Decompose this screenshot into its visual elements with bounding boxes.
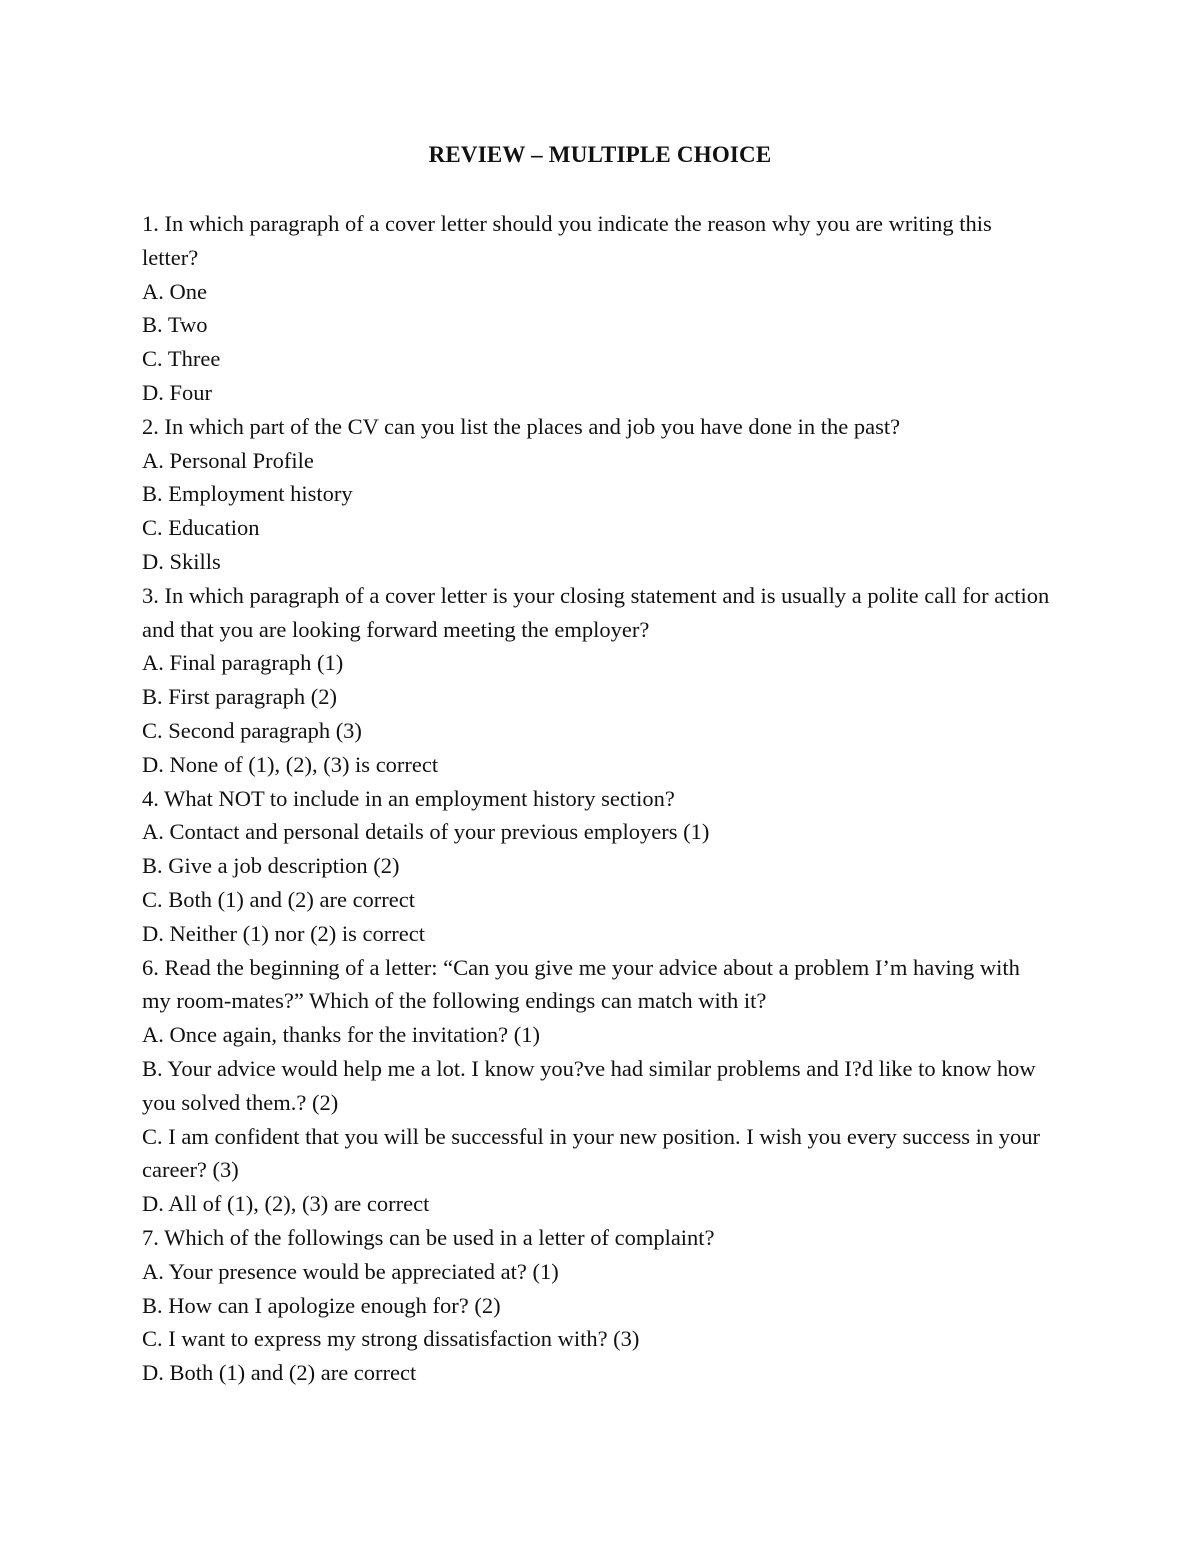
question-text: 4. What NOT to include in an employment history section?	[142, 785, 675, 811]
question-1	[142, 207, 1052, 410]
question-text: 3. In which paragraph of a cover letter is your closing statement and is usually a polite call for action and that you are looking forward meeting the employer?	[142, 582, 1050, 642]
question-7	[142, 1221, 1052, 1390]
answer-option-b: B. Give a job description (2)	[142, 853, 400, 879]
answer-option-a: A. Final paragraph (1)	[142, 650, 344, 676]
question-3	[142, 579, 1052, 782]
answer-option-c: C. Both (1) and (2) are correct	[142, 886, 416, 912]
answer-option-a: A. One	[142, 278, 207, 304]
answer-option-b: B. Your advice would help me a lot. I know you?ve had similar problems and I?d like to know how you solved them.? (2)	[142, 1055, 1036, 1115]
question-text: 2. In which part of the CV can you list the places and job you have done in the past?	[142, 413, 901, 439]
answer-option-b: B. First paragraph (2)	[142, 684, 337, 710]
answer-option-c: C. Three	[142, 346, 221, 372]
answer-option-a: A. Your presence would be appreciated at? (1)	[142, 1258, 559, 1284]
answer-option-a: A. Contact and personal details of your previous employers (1)	[142, 819, 710, 845]
answer-option-d: D. Skills	[142, 548, 221, 574]
question-text: 6. Read the beginning of a letter: “Can you give me your advice about a problem I’m having with my room-mates?” Which of the following endings can match with it?	[142, 954, 1020, 1014]
answer-option-c: C. Education	[142, 515, 260, 541]
answer-option-b: B. Employment history	[142, 481, 353, 507]
answer-option-d: D. Four	[142, 379, 213, 405]
answer-option-c: C. Second paragraph (3)	[142, 717, 362, 743]
answer-option-a: A. Once again, thanks for the invitation? (1)	[142, 1022, 541, 1048]
answer-option-d: D. All of (1), (2), (3) are correct	[142, 1191, 430, 1217]
answer-option-d: D. None of (1), (2), (3) is correct	[142, 751, 439, 777]
answer-option-b: B. Two	[142, 312, 208, 338]
question-text: 7. Which of the followings can be used in a letter of complaint?	[142, 1224, 715, 1250]
answer-option-d: D. Both (1) and (2) are correct	[142, 1360, 417, 1386]
question-6	[142, 951, 1052, 1221]
question-4	[142, 782, 1052, 951]
question-text: 1. In which paragraph of a cover letter should you indicate the reason why you are writing this letter?	[142, 211, 992, 270]
answer-option-b: B. How can I apologize enough for? (2)	[142, 1292, 501, 1318]
answer-option-c: C. I want to express my strong dissatisfaction with? (3)	[142, 1326, 640, 1352]
answer-option-d: D. Neither (1) nor (2) is correct	[142, 920, 426, 946]
answer-option-c: C. I am confident that you will be successful in your new position. I wish you every success in your career? (3)	[142, 1123, 1040, 1183]
page-title: REVIEW – MULTIPLE CHOICE	[428, 142, 772, 167]
question-2	[142, 410, 1052, 579]
question-list	[142, 207, 1052, 1390]
answer-option-a: A. Personal Profile	[142, 447, 314, 473]
